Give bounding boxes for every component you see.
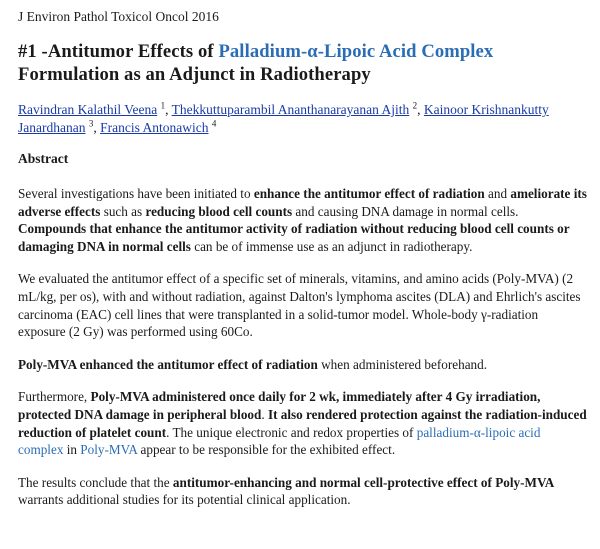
highlight-term: palladium-α-lipoic acid complex xyxy=(18,424,541,458)
author-link[interactable]: Kainoor Krishnankutty Janardhanan xyxy=(18,102,549,135)
author-affiliation: 2 xyxy=(412,100,418,111)
abstract-paragraph: The results conclude that the antitumor-enhancing and normal cell-protective effect of Poly-MVA warrants additional studies for its potential clinical application. xyxy=(18,474,555,508)
article-title xyxy=(18,40,588,86)
article xyxy=(18,8,588,509)
title-suffix: Formulation as an Adjunct in Radiotherapy xyxy=(18,64,371,85)
abstract-heading: Abstract xyxy=(18,151,69,166)
abstract-paragraph: Poly-MVA enhanced the antitumor effect of radiation when administered beforehand. xyxy=(18,356,488,372)
author-affiliation: 4 xyxy=(211,118,217,129)
author-link[interactable]: Francis Antonawich xyxy=(100,120,209,135)
abstract-paragraph: We evaluated the antitumor effect of a specific set of minerals, vitamins, and amino acids (Poly-MVA) (2 mL/kg, per os), with and without radiation, against Dalton's lymphoma ascites (DLA) and Ehrlich's ascites carcinoma (EAC) cell lines that were transplanted in a solid-tumor model. Whole-body γ-radiation exposure (2 Gy) was performed using 60Co. xyxy=(18,271,581,340)
author-link[interactable]: Thekkuttuparambil Ananthanarayanan Ajith xyxy=(171,102,410,117)
author-affiliation: 3 xyxy=(88,118,94,129)
highlight-term: Poly-MVA xyxy=(80,442,138,458)
title-prefix: #1 -Antitumor Effects of xyxy=(18,41,219,62)
journal-citation: J Environ Pathol Toxicol Oncol 2016 xyxy=(18,9,219,24)
abstract-paragraph: Furthermore, Poly-MVA administered once daily for 2 wk, immediately after 4 Gy irradiation, protected DNA damage in peripheral blood. It also rendered protection against the radiation-induced reduction of platelet count. The unique electronic and redox properties of palladium-α-lipoic acid complex in Poly-MVA appear to be responsible for the exhibited effect. xyxy=(18,389,587,458)
abstract-paragraph: Several investigations have been initiated to enhance the antitumor effect of radiation and ameliorate its adverse effects such as reducing blood cell counts and causing DNA damage in normal cells. Compounds that enhance the antitumor activity of radiation without reducing blood cell counts or damaging DNA in normal cells can be of immense use as an adjunct in radiotherapy. xyxy=(18,186,587,254)
author-affiliation: 1 xyxy=(160,100,166,111)
title-highlight: Palladium-α-Lipoic Acid Complex xyxy=(218,41,494,62)
author-list: Ravindran Kalathil Veena $^1$, Thekkuttuparambil Ananthanarayanan Ajith $^2$, Kainoor Krishnankutty Janardhanan $^3$, Francis Antonawich $^4$ xyxy=(18,100,549,135)
author-link[interactable]: Ravindran Kalathil Veena xyxy=(18,102,158,117)
